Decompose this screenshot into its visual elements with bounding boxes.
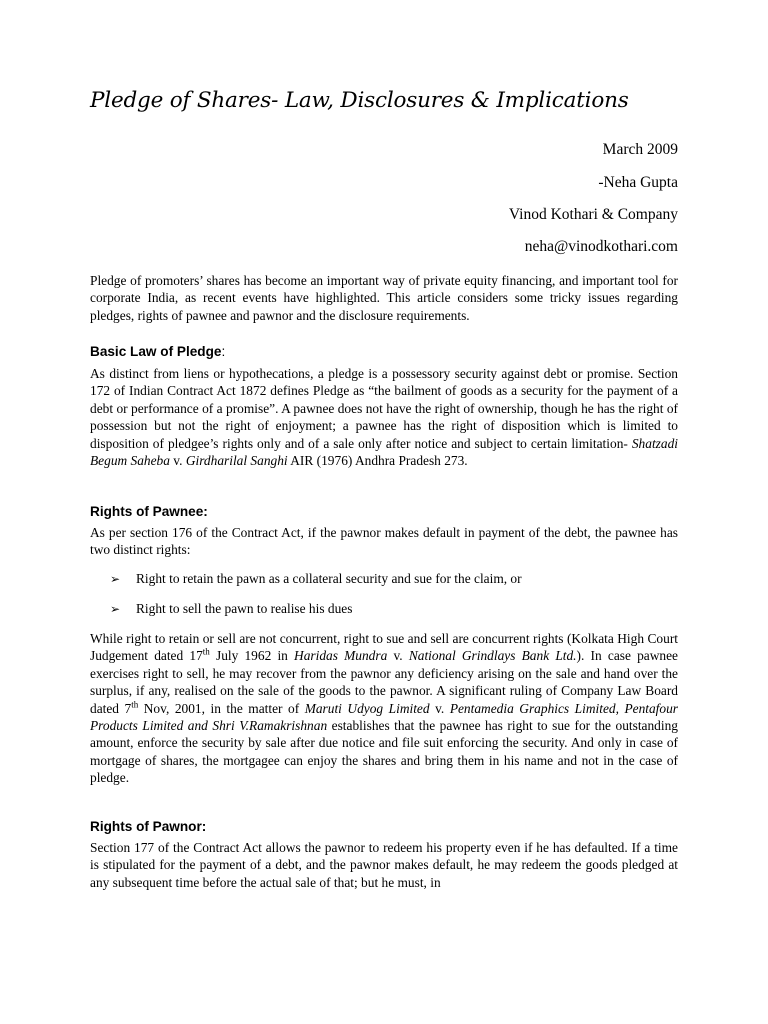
intro-paragraph: Pledge of promoters’ shares has become an important way of private equity financing, and important tool for corporate India, as recent events have highlighted. This article considers some tricky issues regarding pledges, rights of pawnee and pawnor and the disclosure requirements. (90, 273, 678, 323)
case-name: Shatzadi Begum Saheba (90, 435, 678, 469)
text-run: ). In case pawnee exercises right to sell, he may recover from the pawnor any deficiency arising on the sale and hand over the surplus, if any, realised on the sale of the goods to the pawnor. A significant ruling of Company Law Board dated 7 (90, 648, 678, 716)
case-name: National Grindlays Bank Ltd. (408, 648, 577, 664)
document-date: March 2009 (602, 141, 678, 158)
text-run: v. (169, 453, 186, 469)
text-run: Nov, 2001, in the matter of (138, 700, 305, 716)
text-run: While right to retain or sell are not concurrent, right to sue and sell are concurrent rights (Kolkata High Court Judgement dated 17 (90, 631, 678, 664)
author-email: neha@vinodkothari.com (524, 238, 678, 255)
section-heading-basic-law (90, 344, 225, 359)
text-run: establishes that the pawnee has right to sue for the outstanding amount, enforce the security by sale after due notice and file suit enforcing the security. And only in case of mortgage of shares, the mortgagee can enjoy the shares and bring them in his name and not in the case of pledge. (90, 718, 678, 786)
company-name: Vinod Kothari & Company (508, 206, 678, 223)
pawnee-rights-paragraph (90, 630, 678, 787)
section-heading-rights-of-pawnor: Rights of Pawnor: (90, 819, 207, 834)
ordinal-suffix: th (131, 699, 139, 710)
list-item (110, 601, 352, 617)
heading-colon: : (221, 344, 226, 359)
case-name: Maruti Udyog Limited (304, 700, 430, 716)
case-name: Girdharilal Sanghi (185, 453, 288, 469)
text-run: As distinct from liens or hypothecations, a pledge is a possessory security against debt or promise. Section 172 of Indian Contract Act 1872 defines Pledge as “the bailment of goods as a security for the payment of a debt or performance of a promise”. A pawnee does not have the right of ownership, though he has the right of possession but not the right of enjoyment; a pawnee has the right of disposition which is limited to disposition of pledgee’s rights only and of a sale only after notice and subject to certain limitation- (90, 366, 678, 451)
ordinal-suffix: th (202, 646, 210, 657)
arrowhead-bullet-icon: ➢ (110, 572, 121, 586)
section-heading-text: Basic Law of Pledge (90, 344, 222, 359)
basic-law-paragraph (90, 365, 678, 469)
list-item-text: Right to sell the pawn to realise his dues (136, 601, 353, 616)
arrowhead-bullet-icon: ➢ (110, 602, 121, 616)
case-name: Pentamedia Graphics Limited, Pentafour Products Limited and Shri V.Ramakrishnan (90, 700, 679, 734)
pawnor-rights-paragraph: Section 177 of the Contract Act allows the pawnor to redeem his property even if he has defaulted. If a time is stipulated for the payment of a debt, and the pawnor makes default, he may redeem the goods pledged at any subsequent time before the actual sale of that; but he must, in (90, 840, 678, 890)
case-name: Haridas Mundra (294, 648, 388, 664)
pawnee-intro-paragraph: As per section 176 of the Contract Act, if the pawnor makes default in payment of the debt, the pawnee has two distinct rights: (90, 525, 678, 558)
list-item-text: Right to retain the pawn as a collateral security and sue for the claim, or (136, 571, 522, 586)
document-title: Pledge of Shares- Law, Disclosures & Implications (90, 88, 629, 113)
section-heading-rights-of-pawnee: Rights of Pawnee: (90, 504, 208, 519)
author-name: -Neha Gupta (598, 174, 678, 191)
text-run: v. (387, 648, 409, 664)
text-run: v. (429, 700, 450, 716)
text-run: AIR (1976) Andhra Pradesh 273. (287, 453, 468, 469)
text-run: July 1962 in (209, 648, 295, 664)
list-item (110, 571, 522, 587)
